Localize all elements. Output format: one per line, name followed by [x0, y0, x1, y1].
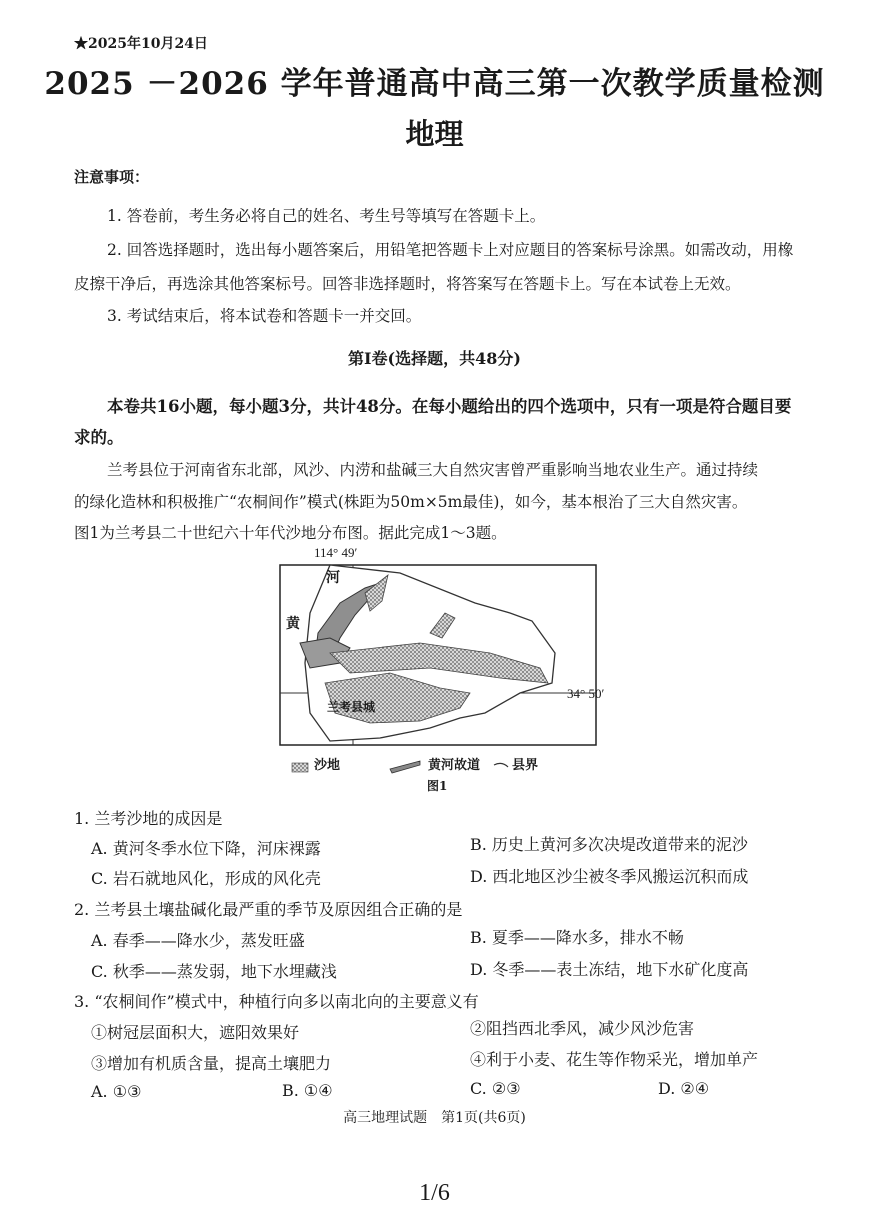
- question-2-option-c: C. 秋季——蒸发弱，地下水埋藏浅: [91, 962, 337, 981]
- question-3-statement-2: ②阻挡西北季风，减少风沙危害: [470, 1019, 695, 1038]
- question-3-statement-3: ③增加有机质含量，提高土壤肥力: [91, 1054, 332, 1073]
- notice-item-2-line-1: 2. 回答选择题时，选出每小题答案后，用铅笔把答题卡上对应题目的答案标号涂黑。如需改动，用橡: [107, 241, 794, 259]
- question-3-stem: 3. “农桐间作”模式中，种植行向多以南北向的主要意义有: [74, 992, 479, 1011]
- figure-caption: 图1: [427, 779, 448, 793]
- question-1-stem: 1. 兰考沙地的成因是: [74, 809, 223, 828]
- latitude-label: 34° 50′: [567, 686, 605, 701]
- legend-boundary-swatch: [494, 763, 508, 767]
- exam-date: ★2025年10月24日: [74, 36, 208, 52]
- section-intro-line-1: 本卷共16小题，每小题3分，共计48分。在每小题给出的四个选项中，只有一项是符合题目要: [107, 397, 792, 416]
- river-label-1: 河: [326, 570, 340, 586]
- page-number: 1/6: [419, 1180, 450, 1206]
- question-1-option-b: B. 历史上黄河多次决堤改道带来的泥沙: [470, 835, 748, 854]
- question-2-option-d: D. 冬季——表土冻结，地下水矿化度高: [470, 960, 749, 979]
- passage-line-2: 的绿化造林和积极推广“农桐间作”模式(株距为50m×5m最佳)，如今，基本根治了三大自然灾害。: [74, 493, 748, 511]
- question-3-option-c: C. ②③: [470, 1079, 521, 1098]
- question-2-stem: 2. 兰考县土壤盐碱化最严重的季节及原因组合正确的是: [74, 900, 463, 919]
- legend-sand-label: 沙地: [314, 758, 341, 773]
- section-title: 第Ⅰ卷(选择题，共48分): [348, 349, 521, 368]
- passage-line-3: 图1为兰考县二十世纪六十年代沙地分布图。据此完成1～3题。: [74, 524, 507, 542]
- question-3-option-b: B. ①④: [282, 1081, 333, 1100]
- section-intro-line-2: 求的。: [74, 428, 124, 447]
- question-3-option-a: A. ①③: [91, 1082, 142, 1101]
- question-1-option-a: A. 黄河冬季水位下降，河床裸露: [91, 839, 321, 858]
- notice-item-1: 1. 答卷前，考生务必将自己的姓名、考生号等填写在答题卡上。: [107, 207, 546, 225]
- question-2-option-b: B. 夏季——降水多，排水不畅: [470, 928, 684, 947]
- legend-channel-label: 黄河故道: [428, 758, 481, 773]
- subject-title: 地理: [405, 117, 464, 151]
- county-seat-label: 兰考县城: [327, 700, 376, 714]
- notice-item-2-line-2: 皮擦干净后，再选涂其他答案标号。回答非选择题时，将答案写在答题卡上。写在本试卷上无效。: [74, 275, 741, 293]
- legend-channel-swatch: [390, 761, 420, 773]
- passage-line-1: 兰考县位于河南省东北部，风沙、内涝和盐碱三大自然灾害曾严重影响当地农业生产。通过持续: [107, 461, 759, 479]
- sand-distribution-map: [270, 543, 610, 793]
- corner-mark: [4, 20, 5, 21]
- notice-item-3: 3. 考试结束后，将本试卷和答题卡一并交回。: [107, 307, 422, 325]
- question-2-option-a: A. 春季——降水少，蒸发旺盛: [91, 931, 305, 950]
- exam-title: 2025 －2026 学年普通高中高三第一次教学质量检测: [44, 66, 825, 102]
- question-3-statement-4: ④利于小麦、花生等作物采光，增加单产: [470, 1050, 759, 1069]
- question-1-option-d: D. 西北地区沙尘被冬季风搬运沉积而成: [470, 867, 749, 886]
- question-3-option-d: D. ②④: [658, 1079, 710, 1098]
- longitude-label: 114° 49′: [314, 545, 358, 560]
- river-label-2: 黄: [286, 616, 300, 632]
- legend-boundary-label: 县界: [512, 758, 539, 773]
- notice-heading: 注意事项：: [74, 168, 150, 186]
- question-3-statement-1: ①树冠层面积大，遮阳效果好: [91, 1023, 300, 1042]
- legend-sand-swatch: [292, 763, 308, 772]
- question-1-option-c: C. 岩石就地风化，形成的风化壳: [91, 869, 321, 888]
- page-footer: 高三地理试题 第1页(共6页): [343, 1110, 526, 1126]
